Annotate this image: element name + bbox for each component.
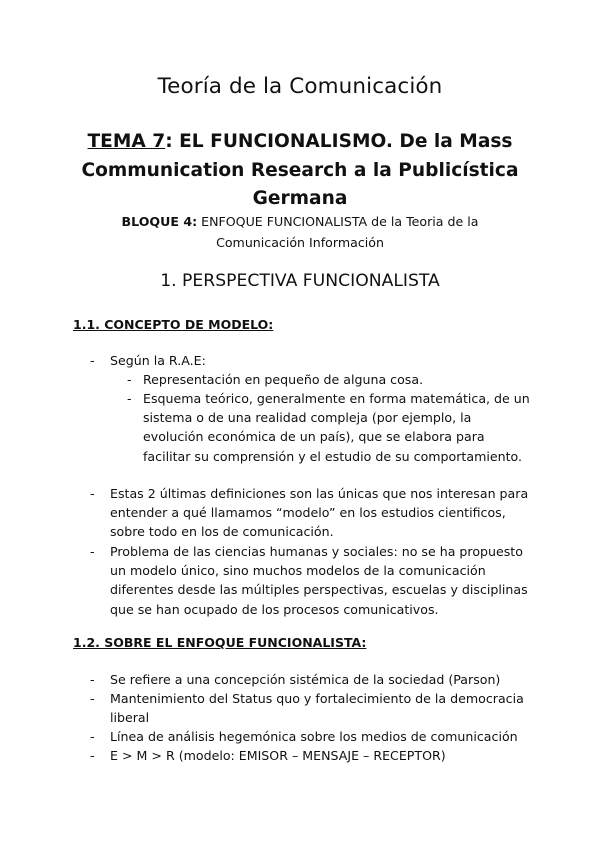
bullet-marker: - (90, 672, 95, 687)
bullet-marker: - (90, 748, 95, 763)
bullet-marker: - (127, 391, 132, 406)
subsection-title-functionalist: 1.2. SOBRE EL ENFOQUE FUNCIONALISTA: (73, 635, 367, 650)
list-item-rae-def-2: Esquema teórico, generalmente en forma matemática, de un sistema o de una realidad compleja (por ejemplo, la evolución económica de un país), que se elabora para facilitar su comprensión y el estudio de su comportamiento. (143, 391, 530, 464)
topic-number: TEMA 7 (87, 131, 166, 152)
bullet-marker: - (90, 691, 95, 706)
list-item-emr-model: E > M > R (modelo: EMISOR – MENSAJE – RECEPTOR) (110, 748, 446, 763)
subsection-title-model: 1.1. CONCEPTO DE MODELO: (73, 317, 274, 332)
list-item-rae-def-1: Representación en pequeño de alguna cosa. (143, 372, 424, 387)
bullet-marker: - (127, 372, 132, 387)
topic-colon: : (165, 131, 173, 152)
list-item-hegemonic: Línea de análisis hegemónica sobre los medios de comunicación (110, 729, 518, 744)
section-title: 1. PERSPECTIVA FUNCIONALISTA (160, 271, 440, 291)
list-item-definitions: Estas 2 últimas definiciones son las únicas que nos interesan para entender a qué llamamos “modelo” en los estudios cientificos, sobre todo en los de comunicación. (110, 486, 529, 540)
topic-heading (60, 128, 540, 214)
block-label: BLOQUE 4: (121, 214, 198, 229)
block-heading (80, 212, 520, 253)
list-item-problem: Problema de las ciencias humanas y sociales: no se ha propuesto un modelo único, sino muchos modelos de la comunicación diferentes desde las múltiples perspectivas, escuelas y disciplinas que se han ocupado de los procesos comunicativos. (110, 544, 528, 617)
bullet-marker: - (90, 544, 95, 559)
bullet-marker: - (90, 729, 95, 744)
list-item-rae: Según la R.A.E: (110, 353, 206, 368)
block-text: ENFOQUE FUNCIONALISTA de la Teoria de la Comunicación Información (197, 214, 479, 250)
bullet-marker: - (90, 353, 95, 368)
list-item-status-quo: Mantenimiento del Status quo y fortalecimiento de la democracia liberal (110, 691, 524, 726)
document-subject: Teoría de la Comunicación (157, 74, 443, 99)
bullet-marker: - (90, 486, 95, 501)
topic-title: EL FUNCIONALISMO. De la Mass Communication Research a la Publicística Germana (81, 131, 519, 209)
list-item-systemic: Se refiere a una concepción sistémica de la sociedad (Parson) (110, 672, 501, 687)
